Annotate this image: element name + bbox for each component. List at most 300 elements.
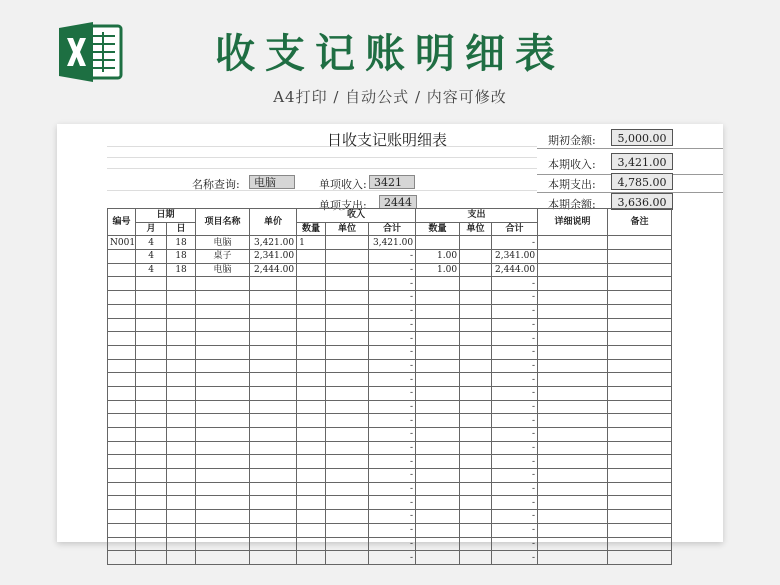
table-cell[interactable] — [167, 510, 196, 524]
table-cell[interactable] — [196, 510, 250, 524]
table-cell[interactable] — [136, 304, 167, 318]
table-cell[interactable] — [416, 236, 460, 250]
table-cell[interactable]: - — [369, 304, 416, 318]
table-cell[interactable] — [460, 414, 492, 428]
table-cell[interactable] — [326, 277, 369, 291]
table-cell[interactable] — [297, 263, 326, 277]
table-cell[interactable]: 18 — [167, 263, 196, 277]
table-cell[interactable] — [608, 428, 672, 442]
table-cell[interactable] — [460, 277, 492, 291]
table-cell[interactable] — [108, 455, 136, 469]
table-cell[interactable]: - — [492, 359, 538, 373]
table-cell[interactable] — [416, 359, 460, 373]
table-cell[interactable]: - — [369, 496, 416, 510]
table-cell[interactable] — [460, 291, 492, 305]
table-cell[interactable] — [196, 304, 250, 318]
table-cell[interactable] — [250, 428, 297, 442]
table-cell[interactable]: 18 — [167, 250, 196, 264]
table-cell[interactable] — [108, 277, 136, 291]
table-cell[interactable] — [297, 250, 326, 264]
table-cell[interactable] — [416, 537, 460, 551]
table-cell[interactable] — [416, 455, 460, 469]
table-cell[interactable] — [108, 496, 136, 510]
table-cell[interactable] — [297, 345, 326, 359]
table-cell[interactable] — [250, 496, 297, 510]
table-cell[interactable] — [416, 345, 460, 359]
table-cell[interactable] — [460, 263, 492, 277]
table-cell[interactable] — [326, 455, 369, 469]
table-cell[interactable] — [250, 318, 297, 332]
table-cell[interactable] — [108, 428, 136, 442]
table-cell[interactable] — [460, 523, 492, 537]
table-cell[interactable]: 18 — [167, 236, 196, 250]
table-cell[interactable] — [460, 318, 492, 332]
table-cell[interactable] — [196, 332, 250, 346]
table-cell[interactable] — [108, 400, 136, 414]
table-cell[interactable] — [416, 469, 460, 483]
table-cell[interactable] — [136, 386, 167, 400]
table-cell[interactable] — [326, 386, 369, 400]
table-cell[interactable] — [297, 496, 326, 510]
table-cell[interactable] — [538, 537, 608, 551]
table-cell[interactable]: - — [492, 277, 538, 291]
table-cell[interactable]: 1 — [297, 236, 326, 250]
table-cell[interactable] — [297, 414, 326, 428]
table-cell[interactable] — [326, 510, 369, 524]
table-cell[interactable] — [196, 482, 250, 496]
table-cell[interactable] — [416, 414, 460, 428]
table-cell[interactable] — [297, 441, 326, 455]
table-cell[interactable]: N001 — [108, 236, 136, 250]
table-cell[interactable] — [460, 455, 492, 469]
table-cell[interactable] — [196, 400, 250, 414]
table-cell[interactable]: - — [492, 441, 538, 455]
table-cell[interactable] — [167, 332, 196, 346]
table-cell[interactable] — [538, 236, 608, 250]
period-income-value[interactable]: 3,421.00 — [611, 153, 673, 170]
table-cell[interactable] — [326, 428, 369, 442]
table-cell[interactable] — [460, 482, 492, 496]
table-cell[interactable] — [196, 469, 250, 483]
table-cell[interactable]: - — [369, 400, 416, 414]
table-cell[interactable]: 2,444.00 — [250, 263, 297, 277]
table-cell[interactable] — [250, 400, 297, 414]
table-cell[interactable] — [250, 482, 297, 496]
table-cell[interactable] — [196, 496, 250, 510]
table-cell[interactable] — [108, 551, 136, 565]
table-cell[interactable] — [136, 332, 167, 346]
table-cell[interactable] — [297, 373, 326, 387]
table-cell[interactable]: - — [369, 332, 416, 346]
table-cell[interactable] — [250, 414, 297, 428]
table-cell[interactable] — [108, 414, 136, 428]
period-expense-value[interactable]: 4,785.00 — [611, 173, 673, 190]
table-cell[interactable]: - — [492, 455, 538, 469]
table-cell[interactable] — [196, 291, 250, 305]
table-cell[interactable]: 1.00 — [416, 263, 460, 277]
table-cell[interactable]: - — [492, 318, 538, 332]
table-cell[interactable] — [538, 428, 608, 442]
table-cell[interactable] — [108, 359, 136, 373]
table-cell[interactable] — [167, 441, 196, 455]
table-cell[interactable]: - — [369, 373, 416, 387]
table-cell[interactable] — [608, 277, 672, 291]
table-cell[interactable]: - — [369, 386, 416, 400]
table-cell[interactable]: - — [369, 482, 416, 496]
table-cell[interactable] — [167, 291, 196, 305]
table-cell[interactable] — [196, 428, 250, 442]
table-cell[interactable]: - — [369, 414, 416, 428]
table-cell[interactable] — [608, 291, 672, 305]
table-cell[interactable] — [608, 523, 672, 537]
table-cell[interactable]: - — [369, 523, 416, 537]
table-cell[interactable] — [326, 537, 369, 551]
table-cell[interactable] — [326, 469, 369, 483]
table-cell[interactable] — [416, 318, 460, 332]
table-cell[interactable]: - — [492, 345, 538, 359]
table-cell[interactable]: - — [492, 510, 538, 524]
table-cell[interactable] — [250, 523, 297, 537]
table-cell[interactable] — [196, 386, 250, 400]
table-cell[interactable] — [460, 469, 492, 483]
table-cell[interactable] — [538, 332, 608, 346]
table-cell[interactable] — [326, 250, 369, 264]
table-cell[interactable] — [196, 414, 250, 428]
table-cell[interactable]: 4 — [136, 236, 167, 250]
table-cell[interactable] — [297, 277, 326, 291]
table-cell[interactable] — [608, 318, 672, 332]
table-cell[interactable] — [326, 523, 369, 537]
table-cell[interactable] — [108, 291, 136, 305]
table-cell[interactable] — [326, 551, 369, 565]
table-cell[interactable] — [538, 345, 608, 359]
table-cell[interactable]: - — [369, 277, 416, 291]
table-cell[interactable] — [108, 263, 136, 277]
table-cell[interactable] — [326, 441, 369, 455]
table-cell[interactable]: - — [369, 318, 416, 332]
table-cell[interactable] — [416, 332, 460, 346]
table-cell[interactable] — [608, 414, 672, 428]
table-cell[interactable] — [326, 359, 369, 373]
table-cell[interactable] — [608, 345, 672, 359]
table-cell[interactable] — [136, 455, 167, 469]
table-cell[interactable] — [538, 400, 608, 414]
table-cell[interactable] — [297, 523, 326, 537]
table-cell[interactable] — [250, 469, 297, 483]
table-cell[interactable] — [108, 250, 136, 264]
table-cell[interactable] — [538, 263, 608, 277]
table-cell[interactable] — [538, 304, 608, 318]
table-cell[interactable]: 桌子 — [196, 250, 250, 264]
table-cell[interactable] — [196, 359, 250, 373]
table-cell[interactable] — [136, 318, 167, 332]
table-cell[interactable] — [460, 345, 492, 359]
table-cell[interactable] — [250, 441, 297, 455]
table-cell[interactable] — [167, 318, 196, 332]
table-cell[interactable] — [608, 263, 672, 277]
table-cell[interactable] — [196, 551, 250, 565]
table-cell[interactable] — [250, 551, 297, 565]
table-cell[interactable] — [460, 373, 492, 387]
table-cell[interactable] — [416, 482, 460, 496]
table-cell[interactable] — [108, 469, 136, 483]
table-cell[interactable] — [416, 386, 460, 400]
table-cell[interactable] — [196, 345, 250, 359]
table-cell[interactable] — [538, 414, 608, 428]
table-cell[interactable] — [460, 441, 492, 455]
table-cell[interactable] — [250, 291, 297, 305]
table-cell[interactable] — [608, 469, 672, 483]
table-cell[interactable] — [297, 469, 326, 483]
table-cell[interactable] — [136, 523, 167, 537]
table-cell[interactable] — [136, 359, 167, 373]
table-cell[interactable] — [460, 400, 492, 414]
table-cell[interactable] — [608, 359, 672, 373]
table-cell[interactable] — [250, 386, 297, 400]
table-cell[interactable] — [297, 551, 326, 565]
table-cell[interactable] — [416, 304, 460, 318]
table-cell[interactable] — [108, 482, 136, 496]
table-cell[interactable] — [538, 551, 608, 565]
table-cell[interactable] — [608, 441, 672, 455]
table-cell[interactable]: - — [492, 523, 538, 537]
table-cell[interactable] — [538, 291, 608, 305]
table-cell[interactable] — [538, 469, 608, 483]
table-cell[interactable]: - — [369, 510, 416, 524]
table-cell[interactable] — [608, 537, 672, 551]
table-cell[interactable]: - — [369, 537, 416, 551]
table-cell[interactable] — [196, 441, 250, 455]
table-cell[interactable] — [136, 291, 167, 305]
table-cell[interactable] — [167, 359, 196, 373]
table-cell[interactable] — [136, 551, 167, 565]
table-cell[interactable]: - — [369, 441, 416, 455]
table-cell[interactable]: 3,421.00 — [369, 236, 416, 250]
table-cell[interactable] — [416, 551, 460, 565]
table-cell[interactable] — [196, 537, 250, 551]
table-cell[interactable]: - — [492, 469, 538, 483]
table-cell[interactable] — [167, 428, 196, 442]
expense-query-value[interactable]: 2444 — [379, 195, 417, 209]
table-cell[interactable]: - — [369, 428, 416, 442]
table-cell[interactable] — [297, 359, 326, 373]
table-cell[interactable]: - — [492, 414, 538, 428]
table-cell[interactable] — [460, 250, 492, 264]
table-cell[interactable] — [416, 428, 460, 442]
table-cell[interactable]: - — [492, 291, 538, 305]
table-cell[interactable] — [297, 537, 326, 551]
table-cell[interactable] — [136, 537, 167, 551]
table-cell[interactable] — [460, 496, 492, 510]
table-cell[interactable] — [136, 482, 167, 496]
table-cell[interactable]: 电脑 — [196, 263, 250, 277]
table-cell[interactable] — [250, 304, 297, 318]
table-cell[interactable] — [167, 496, 196, 510]
table-cell[interactable] — [460, 428, 492, 442]
table-cell[interactable] — [460, 551, 492, 565]
table-cell[interactable] — [250, 332, 297, 346]
table-cell[interactable] — [167, 386, 196, 400]
table-cell[interactable] — [297, 482, 326, 496]
table-cell[interactable] — [196, 523, 250, 537]
table-cell[interactable]: - — [492, 386, 538, 400]
table-cell[interactable] — [460, 386, 492, 400]
table-cell[interactable] — [108, 510, 136, 524]
table-cell[interactable] — [326, 400, 369, 414]
table-cell[interactable] — [608, 551, 672, 565]
table-cell[interactable] — [136, 428, 167, 442]
table-cell[interactable] — [136, 373, 167, 387]
table-cell[interactable] — [196, 373, 250, 387]
table-cell[interactable] — [297, 510, 326, 524]
table-cell[interactable] — [416, 373, 460, 387]
table-cell[interactable]: 4 — [136, 263, 167, 277]
table-cell[interactable] — [460, 537, 492, 551]
table-cell[interactable] — [608, 386, 672, 400]
table-cell[interactable] — [297, 455, 326, 469]
table-cell[interactable] — [167, 523, 196, 537]
table-cell[interactable] — [250, 537, 297, 551]
table-cell[interactable]: - — [369, 263, 416, 277]
table-cell[interactable] — [326, 291, 369, 305]
table-cell[interactable]: - — [369, 345, 416, 359]
table-cell[interactable] — [167, 400, 196, 414]
table-cell[interactable] — [108, 537, 136, 551]
table-cell[interactable] — [416, 400, 460, 414]
table-cell[interactable] — [250, 345, 297, 359]
table-cell[interactable] — [297, 318, 326, 332]
table-cell[interactable]: - — [492, 482, 538, 496]
table-cell[interactable] — [608, 250, 672, 264]
table-cell[interactable] — [416, 496, 460, 510]
table-cell[interactable] — [108, 304, 136, 318]
table-cell[interactable]: 2,444.00 — [492, 263, 538, 277]
table-cell[interactable] — [326, 414, 369, 428]
table-cell[interactable] — [196, 277, 250, 291]
table-cell[interactable]: - — [369, 359, 416, 373]
table-cell[interactable]: 2,341.00 — [492, 250, 538, 264]
table-cell[interactable] — [326, 482, 369, 496]
table-cell[interactable] — [136, 400, 167, 414]
table-cell[interactable]: - — [369, 551, 416, 565]
table-cell[interactable] — [608, 482, 672, 496]
table-cell[interactable] — [167, 469, 196, 483]
table-cell[interactable] — [538, 482, 608, 496]
table-cell[interactable] — [136, 496, 167, 510]
table-cell[interactable] — [460, 510, 492, 524]
table-cell[interactable] — [136, 469, 167, 483]
table-cell[interactable] — [297, 428, 326, 442]
table-cell[interactable]: - — [492, 496, 538, 510]
table-cell[interactable] — [538, 277, 608, 291]
table-cell[interactable]: - — [369, 455, 416, 469]
table-cell[interactable] — [167, 373, 196, 387]
table-cell[interactable] — [167, 304, 196, 318]
table-cell[interactable] — [608, 400, 672, 414]
table-cell[interactable]: - — [492, 373, 538, 387]
table-cell[interactable]: - — [369, 291, 416, 305]
table-cell[interactable] — [136, 277, 167, 291]
table-cell[interactable] — [326, 263, 369, 277]
table-cell[interactable] — [108, 332, 136, 346]
table-cell[interactable]: - — [369, 250, 416, 264]
table-cell[interactable] — [108, 523, 136, 537]
table-cell[interactable] — [326, 318, 369, 332]
table-cell[interactable] — [538, 496, 608, 510]
table-cell[interactable] — [608, 373, 672, 387]
table-cell[interactable] — [416, 291, 460, 305]
table-cell[interactable] — [108, 318, 136, 332]
table-cell[interactable] — [416, 510, 460, 524]
table-cell[interactable]: - — [492, 428, 538, 442]
table-cell[interactable]: - — [492, 400, 538, 414]
table-cell[interactable] — [326, 236, 369, 250]
table-cell[interactable] — [460, 332, 492, 346]
income-query-value[interactable]: 3421 — [369, 175, 415, 189]
table-cell[interactable] — [297, 291, 326, 305]
table-cell[interactable] — [196, 318, 250, 332]
table-cell[interactable]: - — [492, 304, 538, 318]
table-cell[interactable] — [326, 345, 369, 359]
table-cell[interactable] — [167, 414, 196, 428]
table-cell[interactable]: 1.00 — [416, 250, 460, 264]
table-cell[interactable]: 3,421.00 — [250, 236, 297, 250]
table-cell[interactable] — [538, 359, 608, 373]
table-cell[interactable] — [250, 373, 297, 387]
table-cell[interactable]: 4 — [136, 250, 167, 264]
table-cell[interactable] — [608, 304, 672, 318]
table-cell[interactable] — [608, 510, 672, 524]
table-cell[interactable] — [460, 236, 492, 250]
table-cell[interactable] — [297, 332, 326, 346]
table-cell[interactable] — [416, 277, 460, 291]
table-cell[interactable] — [460, 359, 492, 373]
table-cell[interactable] — [538, 523, 608, 537]
table-cell[interactable] — [538, 386, 608, 400]
table-cell[interactable] — [416, 441, 460, 455]
table-cell[interactable] — [608, 236, 672, 250]
table-cell[interactable] — [136, 441, 167, 455]
table-cell[interactable] — [196, 455, 250, 469]
table-cell[interactable] — [538, 441, 608, 455]
table-cell[interactable]: - — [369, 469, 416, 483]
table-cell[interactable] — [538, 455, 608, 469]
table-cell[interactable] — [136, 414, 167, 428]
opening-balance-value[interactable]: 5,000.00 — [611, 129, 673, 146]
table-cell[interactable] — [250, 359, 297, 373]
table-cell[interactable]: - — [492, 236, 538, 250]
table-cell[interactable] — [167, 482, 196, 496]
table-cell[interactable] — [326, 496, 369, 510]
table-cell[interactable] — [167, 277, 196, 291]
table-cell[interactable] — [250, 455, 297, 469]
table-cell[interactable] — [108, 441, 136, 455]
table-cell[interactable] — [608, 332, 672, 346]
table-cell[interactable] — [167, 537, 196, 551]
table-cell[interactable] — [250, 277, 297, 291]
table-cell[interactable] — [608, 455, 672, 469]
table-cell[interactable] — [326, 332, 369, 346]
table-cell[interactable] — [250, 510, 297, 524]
table-cell[interactable] — [460, 304, 492, 318]
table-cell[interactable]: - — [492, 332, 538, 346]
table-cell[interactable]: - — [492, 537, 538, 551]
name-query-input[interactable]: 电脑 — [249, 175, 295, 189]
table-cell[interactable] — [538, 373, 608, 387]
table-cell[interactable] — [297, 400, 326, 414]
table-cell[interactable] — [108, 373, 136, 387]
table-cell[interactable] — [297, 304, 326, 318]
